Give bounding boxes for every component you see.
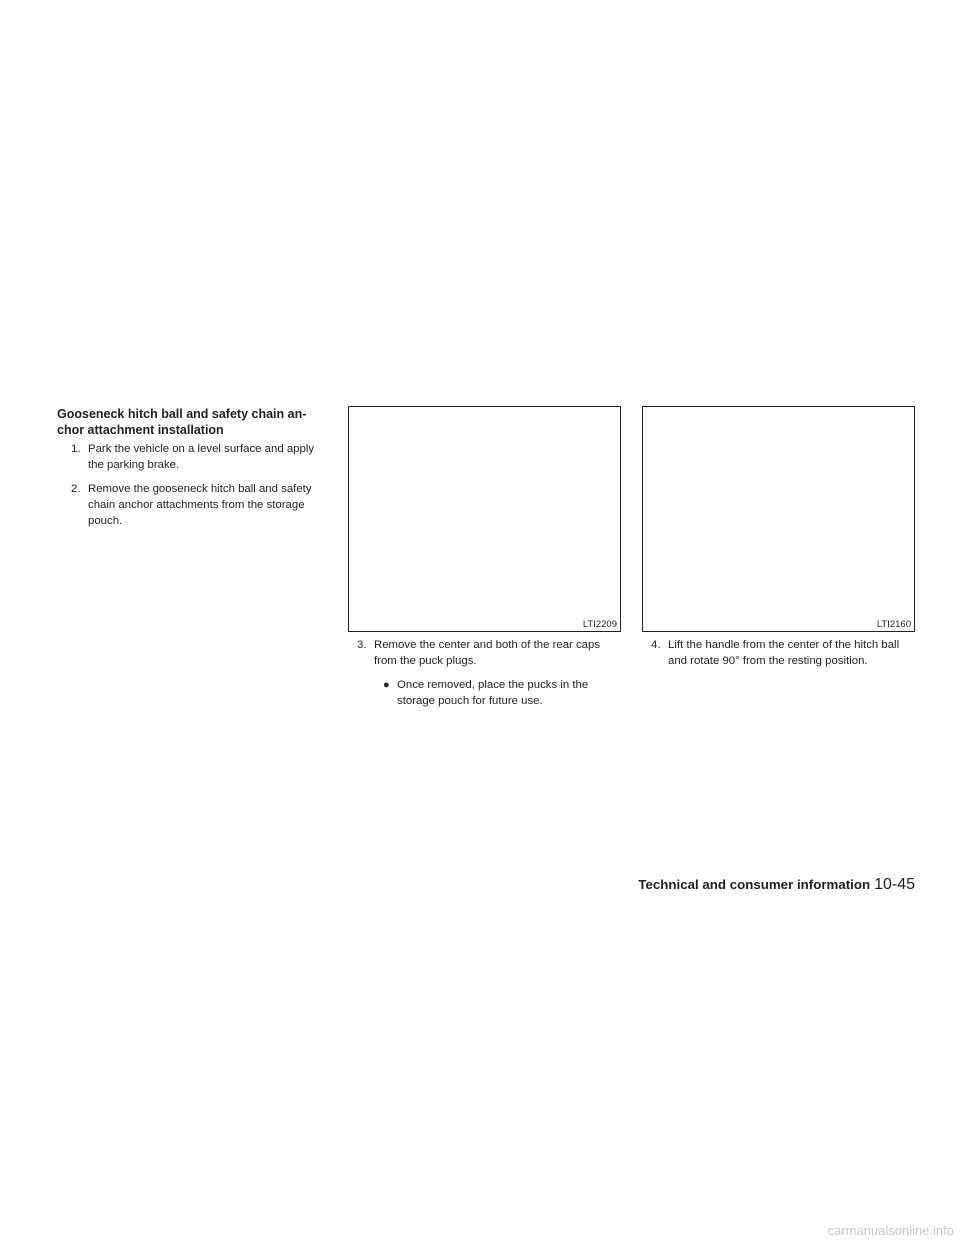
step-1 bbox=[57, 441, 327, 473]
figure-hitch-handle bbox=[642, 406, 915, 632]
step-3 bbox=[357, 637, 620, 669]
step-number: 1. bbox=[71, 443, 81, 455]
step-2 bbox=[57, 481, 327, 529]
section-heading: Gooseneck hitch ball and safety chain an-chor attachment installation bbox=[57, 407, 307, 437]
step-text: Remove the gooseneck hitch ball and safety chain anchor attachments from the storage pouch. bbox=[88, 483, 312, 527]
step-text: Lift the handle from the center of the hitch ball and rotate 90° from the resting position. bbox=[668, 639, 900, 667]
middle-column bbox=[357, 637, 620, 709]
figure-code: LTI2209 bbox=[582, 619, 617, 630]
right-column bbox=[651, 637, 914, 677]
step-number: 2. bbox=[71, 483, 81, 495]
bullet-dot-icon: ● bbox=[383, 679, 390, 691]
step-3-note bbox=[357, 677, 620, 709]
bullet-text: Once removed, place the pucks in the storage pouch for future use. bbox=[397, 679, 589, 707]
left-column bbox=[57, 406, 327, 537]
step-number: 4. bbox=[651, 639, 661, 651]
step-number: 3. bbox=[357, 639, 367, 651]
step-text: Park the vehicle on a level surface and apply the parking brake. bbox=[88, 443, 315, 471]
step-text: Remove the center and both of the rear caps from the puck plugs. bbox=[374, 639, 601, 667]
watermark-link[interactable]: carmanualsonline.info bbox=[827, 1223, 954, 1238]
footer-section-title: Technical and consumer information bbox=[638, 877, 871, 892]
page-footer bbox=[638, 876, 915, 894]
page-number: 10-45 bbox=[874, 876, 915, 893]
step-4 bbox=[651, 637, 914, 669]
figure-hitch-caps bbox=[348, 406, 621, 632]
figure-code: LTI2160 bbox=[876, 619, 911, 630]
